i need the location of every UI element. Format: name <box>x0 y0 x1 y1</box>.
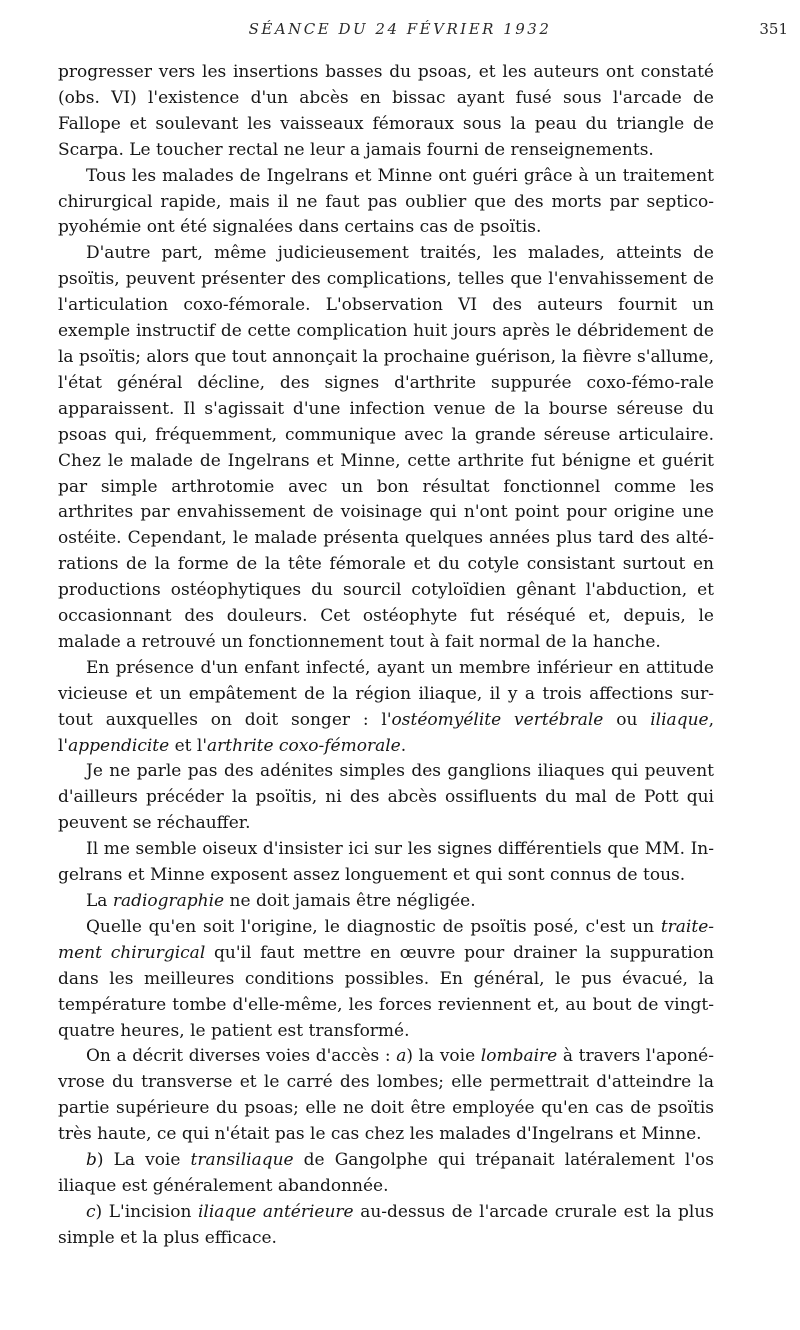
paragraph <box>58 60 714 164</box>
paragraph <box>58 164 714 242</box>
text-run: Il me semble oiseux d'insister ici sur les signes différentiels que MM. In-gelrans et Minne exposent assez longuement et qui sont connus de tous. <box>58 839 714 886</box>
text-run: au-dessus de l'arcade crurale est la plus simple et la plus efficace. <box>58 1201 714 1248</box>
page-number: 351 <box>759 20 788 38</box>
italic-text: ostéomyélite vertébrale <box>391 709 604 730</box>
text-run: , l' <box>58 709 714 756</box>
text-run: La <box>86 891 113 911</box>
italic-text: iliaque <box>650 709 709 730</box>
italic-text: traite-ment chirurgical <box>58 916 714 963</box>
italic-text: arthrite coxo-fémorale <box>207 735 401 756</box>
text-run: ou <box>603 709 651 730</box>
paragraph <box>58 241 714 656</box>
italic-text: c <box>86 1201 96 1222</box>
italic-text: appendicite <box>68 735 170 756</box>
italic-text: transiliaque <box>190 1150 294 1171</box>
text-run: . <box>400 735 407 756</box>
paragraph <box>58 1200 714 1252</box>
paragraph <box>58 889 714 915</box>
text-run: ) la voie <box>406 1046 481 1067</box>
text-run: On a décrit diverses voies d'accès : <box>86 1046 397 1067</box>
text-run: ) La voie <box>96 1150 191 1171</box>
text-run: Tous les malades de Ingelrans et Minne ont guéri grâce à un traitement chirurgical rapide, mais il ne faut pas oublier que des morts par septico-pyohémie ont été signalées dans certains cas de psoïtis. <box>58 165 714 238</box>
text-run: à travers l'aponé-vrose du transverse et le carré des lombes; elle permettrait d'atteindre la partie supérieure du psoas; elle ne doit être employée qu'en cas de psoïtis très haute, ce qui n'était pas le cas chez les malades d'Ingelrans et Minne. <box>58 1046 714 1145</box>
text-run: Quelle qu'en soit l'origine, le diagnostic de psoïtis posé, c'est un <box>86 916 661 937</box>
running-header <box>0 20 800 46</box>
text-run: En présence d'un enfant infecté, ayant un membre inférieur en attitude vicieuse et un empâtement de la région iliaque, il y a trois affections sur-tout auxquelles on doit songer : l' <box>58 657 714 730</box>
italic-text: b <box>86 1150 97 1171</box>
italic-text: radiographie <box>112 891 225 911</box>
text-run: D'autre part, même judicieusement traités, les malades, atteints de psoïtis, peuvent présenter des complications, telles que l'envahissement de l'articulation coxo-fémorale. L'observation VI des auteurs fournit un exemple instructif de cette complication huit jours après le débridement de la psoïtis; alors que tout annonçait la prochaine guérison, la fièvre s'allume, l'état général décline, des signes d'arthrite suppurée coxo-fémo-rale apparaissent. Il s'agissait d'une infection venue de la bourse séreuse du psoas qui, fréquemment, communique avec la grande séreuse articulaire. Chez le malade de Ingelrans et Minne, cette arthrite fut bénigne et guérit par simple arthrotomie avec un bon résultat fonctionnel comme les arthrites par envahissement de voisinage qui n'ont point pour origine une ostéite. Cependant, le malade présenta quelques années plus tard des alté-rations de la forme de la tête fémorale et du cotyle consistant surtout en productions ostéophytiques du sourcil cotyloïdien gênant l'abduction, et occasionnant des douleurs. Cet ostéophyte fut réséqué et, depuis, le malade a retrouvé un fonctionnement tout à fait normal de la hanche. <box>58 243 714 652</box>
text-run: Je ne parle pas des adénites simples des ganglions iliaques qui peuvent d'ailleurs précéder la psoïtis, ni des abcès ossifluents du mal de Pott qui peuvent se réchauffer. <box>58 761 714 834</box>
text-run: et l' <box>169 735 208 756</box>
italic-text: iliaque antérieure <box>197 1201 354 1222</box>
paragraph <box>58 1044 714 1148</box>
text-run: ne doit jamais être négligée. <box>224 891 476 911</box>
text-run: ) L'incision <box>95 1201 198 1222</box>
paragraph <box>58 915 714 1045</box>
paragraph <box>58 656 714 760</box>
body-text <box>58 60 714 1252</box>
header-title: SÉANCE DU 24 FÉVRIER 1932 <box>248 20 552 38</box>
text-run: qu'il faut mettre en œuvre pour drainer la suppuration dans les meilleures conditions possibles. En général, le pus évacué, la température tombe d'elle-même, les forces reviennent et, au bout de vingt-quatre heures, le patient est transformé. <box>58 942 715 1041</box>
text-run: progresser vers les insertions basses du psoas, et les auteurs ont constaté (obs. VI) l'existence d'un abcès en bissac ayant fusé sous l'arcade de Fallope et soulevant les vaisseaux fémoraux sous la peau du triangle de Scarpa. Le toucher rectal ne leur a jamais fourni de renseignements. <box>58 62 714 160</box>
italic-text: a <box>396 1046 407 1067</box>
italic-text: lombaire <box>480 1046 558 1067</box>
text-run: de Gangolphe qui trépanait latéralement l'os iliaque est généralement abandonnée. <box>58 1150 714 1196</box>
paragraph <box>58 759 714 837</box>
paragraph <box>58 1148 714 1200</box>
paragraph <box>58 837 714 889</box>
